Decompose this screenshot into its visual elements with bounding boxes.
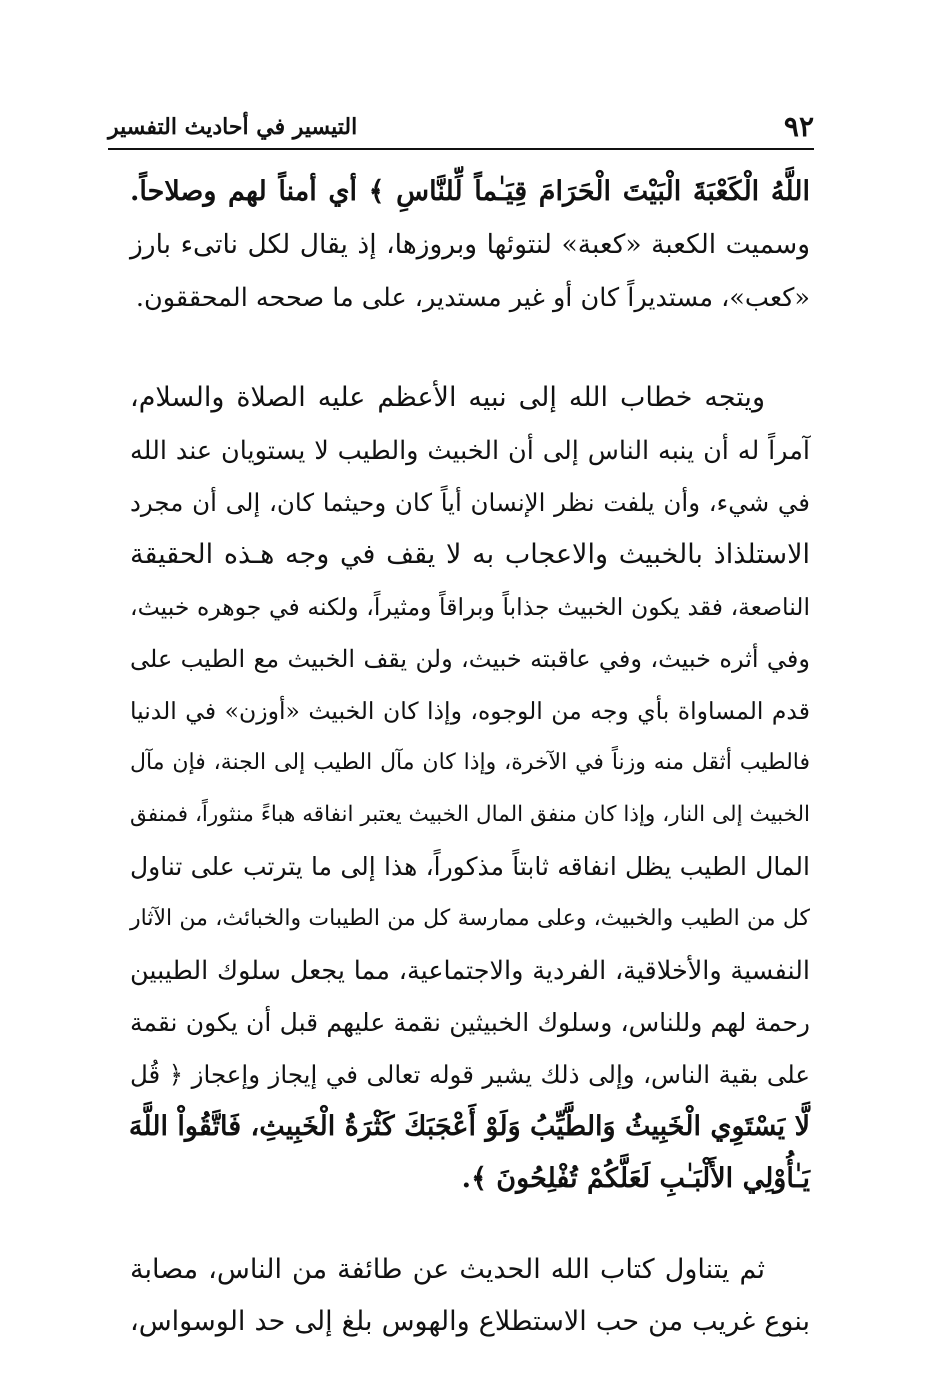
text-line: قدم المساواة بأي وجه من الوجوه، وإذا كان الخبيث «أوزن» في الدنيا (130, 697, 810, 725)
text-line: النفسية والأخلاقية، الفردية والاجتماعية، مما يجعل سلوك الطيبين (130, 956, 810, 986)
text-line: المال الطيب يظل انفاقه ثابتاً مذكوراً، هذا إلى ما يترتب على تناول (130, 852, 810, 881)
text-line: في شيء، وأن يلفت نظر الإنسان أياً كان وحيثما كان، إلى أن مجرد (130, 488, 810, 517)
text-line: فالطيب أثقل منه وزناً في الآخرة، وإذا كان مآل الطيب إلى الجنة، فإن مآل (130, 750, 810, 775)
page-header (108, 108, 814, 150)
text-line: كل من الطيب والخبيث، وعلى ممارسة كل من الطيبات والخبائث، من الآثار (130, 906, 810, 931)
text-line: ويتجه خطاب الله إلى نبيه الأعظم عليه الصلاة والسلام، (130, 382, 765, 413)
text-line: اللَّهُ الْكَعْبَةَ الْبَيْتَ الْحَرَامَ قِيَـٰماً لِّلنَّاسِ ﴾ أي أمناً لهم وصلاحاً. (130, 176, 810, 207)
text-line: ثم يتناول كتاب الله الحديث عن طائفة من الناس، مصابة (130, 1254, 765, 1285)
text-line: وسميت الكعبة «كعبة» لنتوئها وبروزها، إذ يقال لكل ناتىء بارز (130, 229, 810, 260)
running-title: التيسير في أحاديث التفسير (108, 114, 358, 140)
text-line: بنوع غريب من حب الاستطلاع والهوس بلغ إلى حد الوسواس، (130, 1306, 810, 1337)
page-number: ٩٢ (783, 110, 814, 143)
text-line: «كعب»، مستديراً كان أو غير مستدير، على ما صححه المحققون. (135, 283, 810, 313)
text-line: وفي أثره خبيث، وفي عاقبته خبيث، ولن يقف الخبيث مع الطيب على (130, 645, 810, 673)
text-line: على بقية الناس، وإلى ذلك يشير قوله تعالى في إيجاز وإعجاز ﴿ قُل (130, 1060, 810, 1089)
quran-verse-line: لَّا يَسْتَوِي الْخَبِيثُ وَالطَّيِّبُ وَلَوْ أَعْجَبَكَ كَثْرَةُ الْخَبِيثِ، فَاتَّقُواْ اللَّهَ (128, 1111, 810, 1142)
text-line: الاستلذاذ بالخبيث والاعجاب به لا يقف في وجه هـذه الحقيقة (130, 539, 810, 570)
quran-verse-line: يَـٰأُوْلِي الأَلْبَـٰبِ لَعَلَّكُمْ تُفْلِحُونَ ﴾. (461, 1163, 810, 1194)
text-line: الخبيث إلى النار، وإذا كان منفق المال الخبيث يعتبر انفاقه هباءً منثوراً، فمنفق (130, 802, 810, 827)
text-line: آمراً له أن ينبه الناس إلى أن الخبيث والطيب لا يستويان عند الله (130, 436, 810, 466)
text-line: الناصعة، فقد يكون الخبيث جذاباً وبراقاً ومثيراً، ولكنه في جوهره خبيث، (130, 593, 810, 621)
text-line: رحمة لهم وللناس، وسلوك الخبيثين نقمة عليهم قبل أن يكون نقمة (130, 1008, 810, 1037)
